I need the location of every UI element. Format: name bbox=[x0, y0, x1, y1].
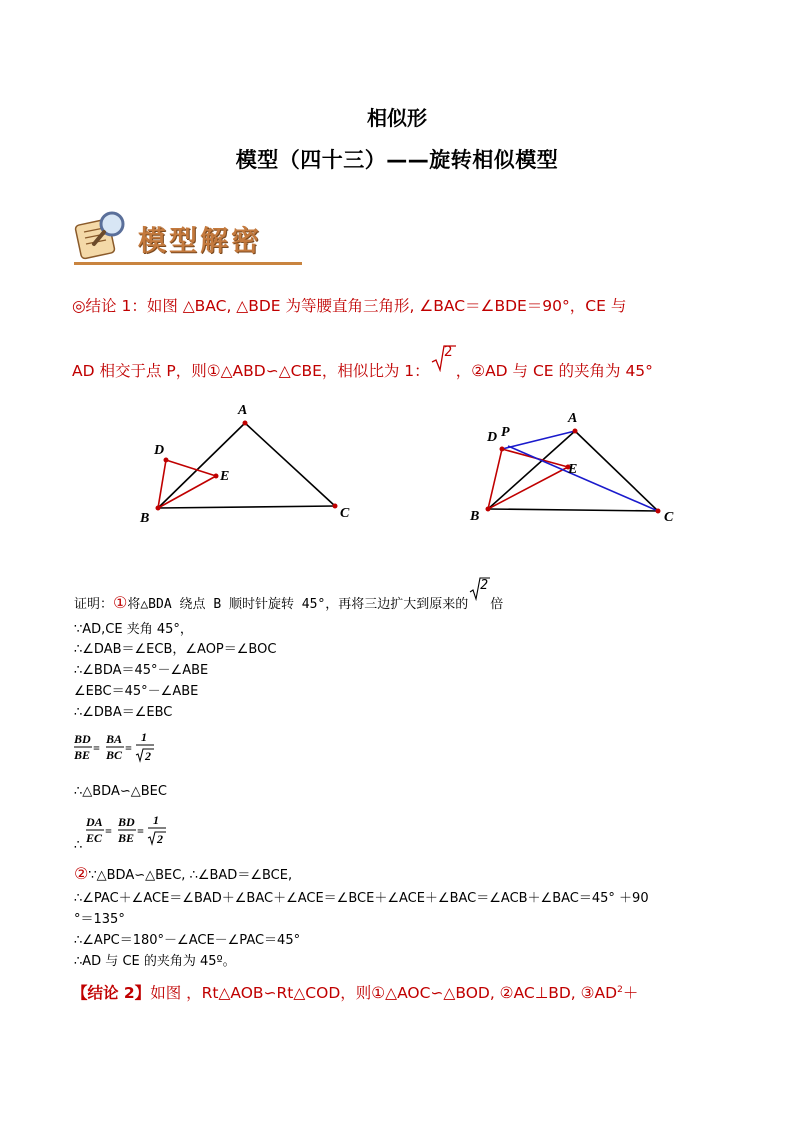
label-e: E bbox=[220, 469, 230, 484]
svg-text:BC: BC bbox=[106, 748, 123, 762]
svg-text:EC: EC bbox=[86, 831, 103, 845]
svg-text:1: 1 bbox=[141, 730, 147, 744]
svg-text:BA: BA bbox=[106, 732, 123, 746]
label-b: B bbox=[470, 509, 480, 524]
conclusion1-line2: AD 相交于点 P，则①△ABD∽△CBE，相似比为 1： 2 ，②AD 与 CE 的夹角为 45° bbox=[72, 344, 653, 380]
proof-line-3: ∴∠DAB＝∠ECB，∠AOP＝∠BOC bbox=[74, 642, 277, 657]
label-b: B bbox=[140, 511, 150, 526]
fraction-equation-1 bbox=[74, 729, 164, 769]
label-c: C bbox=[340, 506, 350, 521]
proof-line-4: ∴∠BDA＝45°－∠ABE bbox=[74, 663, 209, 678]
sqrt-symbol: 2 bbox=[430, 356, 456, 376]
label-a: A bbox=[238, 403, 248, 418]
svg-text:2: 2 bbox=[145, 749, 151, 763]
conclusion2: 【结论 2】如图 ，Rt△AOB∽Rt△COD，则①△AOC∽△BOD, ②AC⊥BD, $③AD^2+$ bbox=[72, 984, 639, 1002]
therefore-symbol: ∴ bbox=[74, 838, 83, 853]
svg-text:BD: BD bbox=[74, 732, 91, 746]
proof-line-1: 证明：①将△BDA 绕点 B 顺时针旋转 45°，再将三边扩大到原来的 2 倍 bbox=[74, 578, 504, 612]
fraction-equation-2 bbox=[86, 812, 186, 852]
proof-line-5: ∠EBC＝45°－∠ABE bbox=[74, 684, 199, 699]
page-subtitle: 模型（四十三）——旋转相似模型 bbox=[235, 148, 559, 172]
proof-line-6: ∴∠DBA＝∠EBC bbox=[74, 705, 173, 720]
banner-divider bbox=[74, 262, 302, 265]
proof-line-9: ∴∠PAC＋∠ACE＝∠BAD＋∠BAC＋∠ACE＝∠BCE＋∠ACE＋∠BAC＝∠ACB＋∠BAC＝45° ＋90 bbox=[74, 891, 649, 906]
svg-text:BE: BE bbox=[74, 748, 91, 762]
page-title: 相似形 bbox=[367, 106, 427, 130]
label-d: D bbox=[154, 443, 165, 458]
conclusion1-line1: ◎结论 1：如图 △BAC, △BDE 为等腰直角三角形, ∠BAC＝∠BDE＝90°，CE 与 bbox=[72, 297, 627, 315]
figure-left bbox=[130, 396, 370, 526]
label-a: A bbox=[568, 411, 578, 426]
proof-line-2: ∵AD,CE 夹角 45°， bbox=[74, 622, 193, 637]
svg-text:=: = bbox=[125, 741, 132, 755]
svg-text:BE: BE bbox=[118, 831, 135, 845]
svg-text:=: = bbox=[93, 741, 100, 755]
label-c: C bbox=[664, 510, 674, 525]
proof-line-7: ∴△BDA∽△BEC bbox=[74, 784, 167, 799]
proof-line-11: ∴∠APC＝180°－∠ACE－∠PAC＝45° bbox=[74, 933, 301, 948]
svg-text:1: 1 bbox=[153, 813, 159, 827]
banner-label: 模型解密 bbox=[138, 224, 263, 257]
proof-line-10: °＝135° bbox=[74, 912, 125, 927]
svg-text:=: = bbox=[105, 824, 112, 838]
label-p: P bbox=[501, 425, 510, 440]
proof-line-8: ②∵△BDA∽△BEC, ∴∠BAD＝∠BCE, bbox=[74, 864, 293, 883]
svg-text:DA: DA bbox=[86, 815, 103, 829]
figure-right bbox=[460, 400, 700, 530]
label-e: E bbox=[568, 462, 578, 477]
sqrt-symbol: 2 bbox=[468, 588, 490, 608]
svg-text:BD: BD bbox=[118, 815, 135, 829]
proof-line-12: ∴AD 与 CE 的夹角为 45º。 bbox=[74, 954, 236, 969]
svg-text:=: = bbox=[137, 824, 144, 838]
svg-text:2: 2 bbox=[157, 832, 163, 846]
label-d: D bbox=[487, 430, 498, 445]
